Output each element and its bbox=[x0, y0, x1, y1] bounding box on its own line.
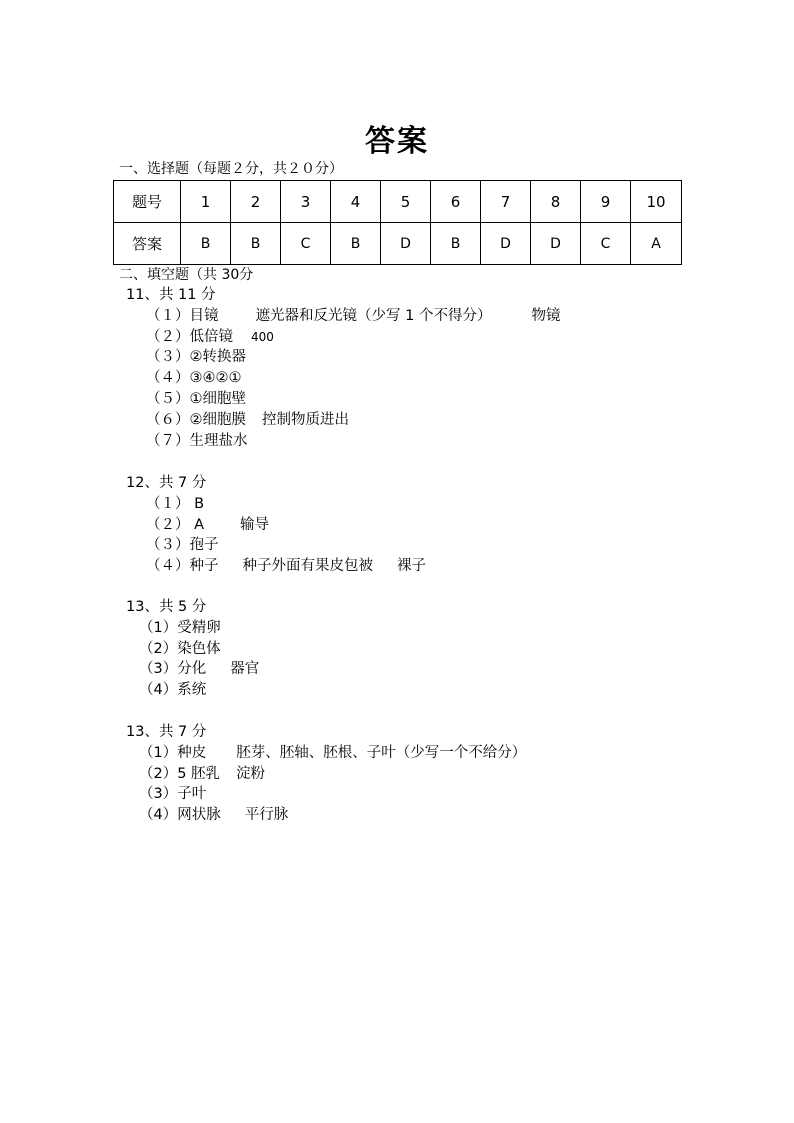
question-12 bbox=[126, 473, 426, 577]
answer-part: 器官 bbox=[230, 661, 260, 678]
answer-line bbox=[139, 680, 259, 701]
answer-cell: B bbox=[231, 223, 281, 265]
question-number: 2 bbox=[231, 181, 281, 223]
question-11 bbox=[126, 285, 560, 451]
answer-line bbox=[139, 805, 526, 826]
answer-part: （１） B bbox=[146, 495, 205, 512]
question-number: 10 bbox=[631, 181, 682, 223]
answer-line bbox=[146, 306, 560, 327]
answer-part: 胚芽、胚轴、胚根、子叶（少写一个不给分） bbox=[236, 744, 527, 761]
question-number: 3 bbox=[281, 181, 331, 223]
answer-part: 遮光器和反光镜（少写 1 个不得分） bbox=[255, 307, 492, 324]
answer-cell: D bbox=[381, 223, 431, 265]
answer-part: （４）种子 bbox=[146, 558, 219, 575]
answer-cell: B bbox=[331, 223, 381, 265]
answer-part: （６）②细胞膜 bbox=[146, 411, 246, 428]
question-number: 6 bbox=[431, 181, 481, 223]
answer-part: （２） A bbox=[146, 516, 205, 533]
answer-line bbox=[139, 639, 259, 660]
answer-part: 裸子 bbox=[397, 558, 426, 575]
answer-part: （７）生理盐水 bbox=[146, 432, 248, 449]
question-header: 13、共 5 分 bbox=[126, 599, 207, 615]
answer-part: 输导 bbox=[240, 516, 270, 533]
answer-part: （３）孢子 bbox=[146, 537, 219, 554]
question-number: 8 bbox=[531, 181, 581, 223]
answer-part: （4）系统 bbox=[139, 682, 207, 699]
answer-line bbox=[146, 431, 560, 452]
answer-cell: B bbox=[181, 223, 231, 265]
question-header: 11、共 11 分 bbox=[126, 287, 216, 303]
answer-line bbox=[139, 743, 526, 764]
answer-cell: B bbox=[431, 223, 481, 265]
answer-line bbox=[146, 347, 560, 368]
answer-cell: C bbox=[281, 223, 331, 265]
section2-heading: 二、填空题（共 30分 bbox=[119, 267, 254, 283]
answer-part: （１）目镜 bbox=[146, 307, 219, 324]
answer-part: （５）①细胞壁 bbox=[146, 390, 246, 407]
answer-cell: D bbox=[531, 223, 581, 265]
answer-part: 淀粉 bbox=[236, 765, 266, 782]
answer-part: （3）分化 bbox=[139, 661, 207, 678]
question-number: 7 bbox=[481, 181, 531, 223]
answer-table bbox=[113, 180, 682, 265]
answer-cell: A bbox=[631, 223, 682, 265]
table-row-answers bbox=[114, 223, 682, 265]
answer-part: （２）低倍镜 bbox=[146, 328, 233, 345]
answer-line bbox=[146, 556, 426, 577]
answer-line bbox=[146, 389, 560, 410]
answer-part: （３）②转换器 bbox=[146, 349, 246, 366]
page-title: 答案 bbox=[365, 124, 429, 159]
answer-line bbox=[146, 327, 560, 348]
answer-line bbox=[139, 618, 259, 639]
answer-line bbox=[139, 659, 259, 680]
answer-part: 物镜 bbox=[531, 307, 561, 324]
answer-part: （2）5 胚乳 bbox=[139, 765, 221, 782]
answer-part: 平行脉 bbox=[244, 807, 289, 824]
answer-part: （４）③④②① bbox=[146, 370, 242, 387]
question-header: 13、共 7 分 bbox=[126, 724, 207, 740]
row-label-answer: 答案 bbox=[114, 223, 181, 265]
answer-part: 种子外面有果皮包被 bbox=[242, 558, 373, 575]
question-13a bbox=[126, 597, 259, 701]
answer-part: （4）网状脉 bbox=[139, 807, 221, 824]
answer-part: （3）子叶 bbox=[139, 786, 207, 803]
answer-part: （1）种皮 bbox=[139, 744, 207, 761]
answer-line bbox=[139, 764, 526, 785]
answer-line bbox=[146, 368, 560, 389]
answer-part: （2）染色体 bbox=[139, 640, 221, 657]
table-row-numbers bbox=[114, 181, 682, 223]
answer-line bbox=[146, 410, 560, 431]
question-number: 4 bbox=[331, 181, 381, 223]
answer-line bbox=[146, 494, 426, 515]
answer-part: 控制物质进出 bbox=[262, 411, 349, 428]
question-number: 9 bbox=[581, 181, 631, 223]
answer-line bbox=[146, 535, 426, 556]
question-number: 1 bbox=[181, 181, 231, 223]
question-number: 5 bbox=[381, 181, 431, 223]
row-label-number: 题号 bbox=[114, 181, 181, 223]
answer-part: （1）受精卵 bbox=[139, 619, 221, 636]
answer-part: 400 bbox=[251, 329, 274, 344]
answer-cell: D bbox=[481, 223, 531, 265]
section1-heading: 一、选择题（每题２分，共２０分） bbox=[119, 161, 343, 177]
answer-line bbox=[146, 515, 426, 536]
answer-line bbox=[139, 784, 526, 805]
question-header: 12、共 7 分 bbox=[126, 475, 207, 491]
answer-cell: C bbox=[581, 223, 631, 265]
question-13b bbox=[126, 722, 526, 826]
